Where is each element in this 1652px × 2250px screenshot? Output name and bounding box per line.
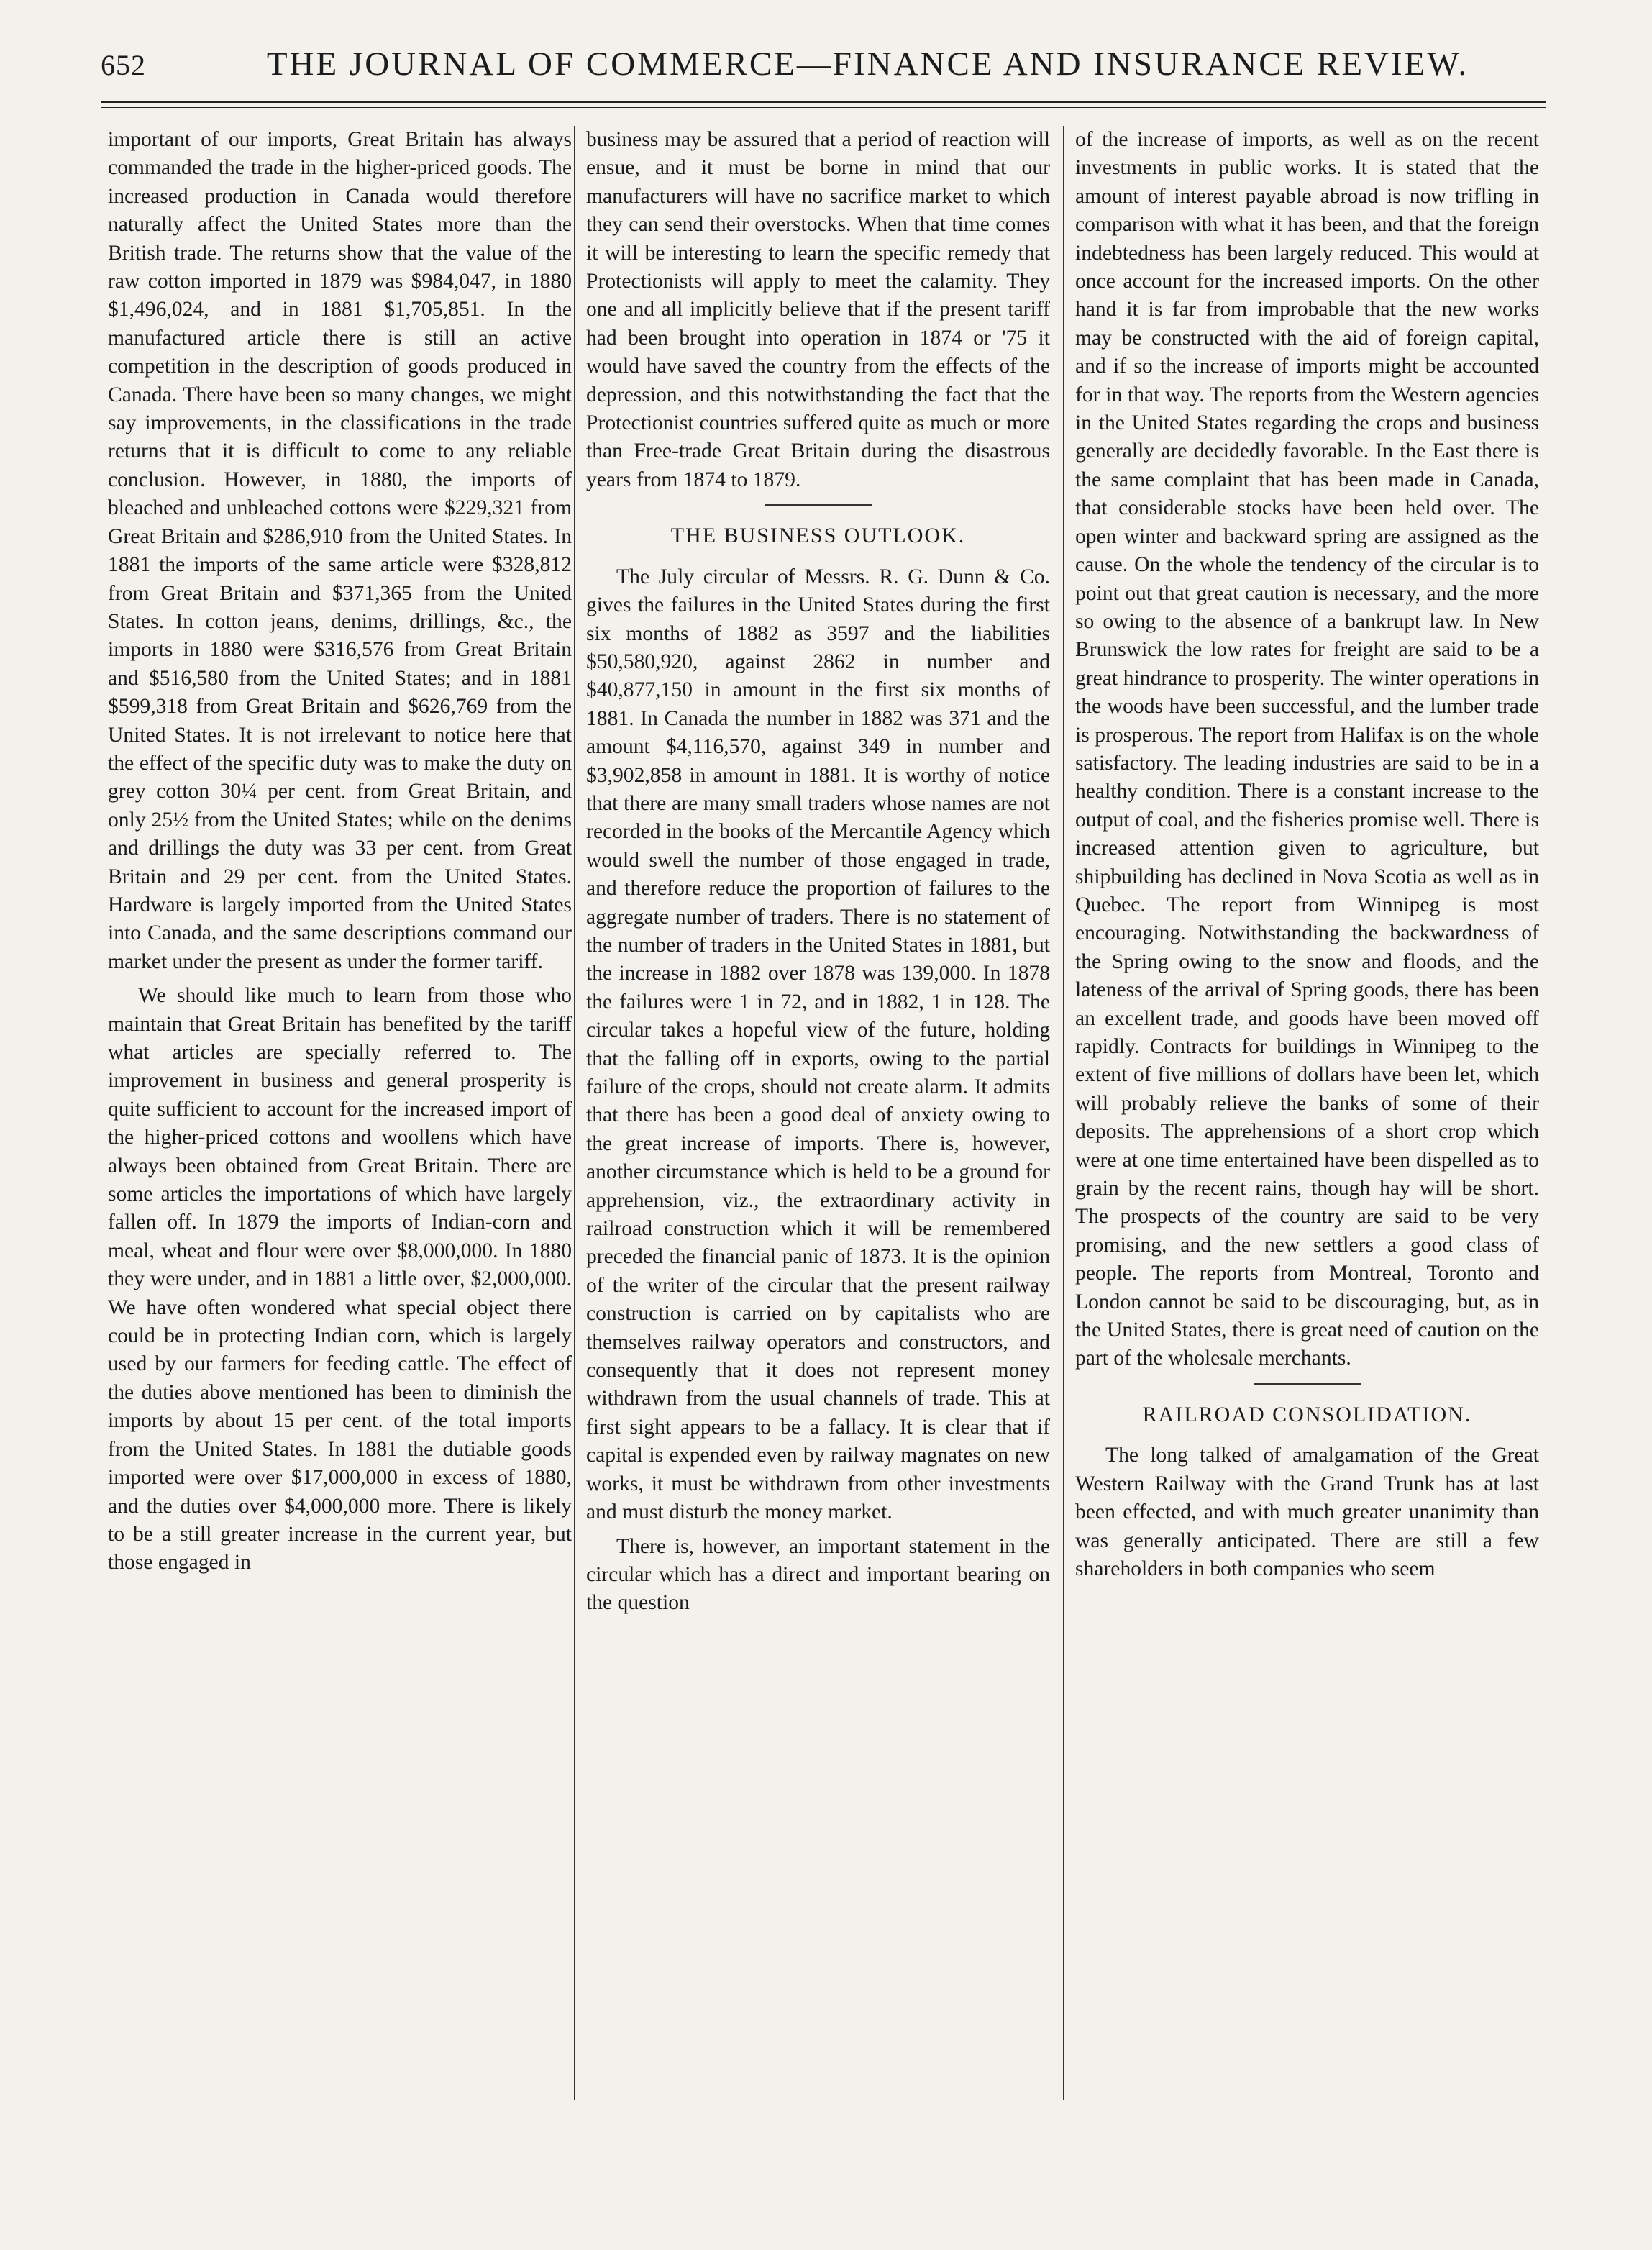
column-divider (1063, 126, 1064, 2100)
page-number: 652 (101, 49, 146, 81)
section-heading-business-outlook: THE BUSINESS OUTLOOK. (670, 524, 966, 548)
paragraph: The long talked of amalgamation of the Great Western Railway with the Grand Trunk has at last been effected, and with much greater unanimity than was generally anticipated. There are still a few shareholders in both companies who seem (1075, 1444, 1539, 1580)
column-1 (108, 126, 572, 1583)
section-heading-railroad-consolidation: RAILROAD CONSOLIDATION. (1142, 1402, 1472, 1426)
paragraph: of the increase of imports, as well as on the recent investments in public works. It is stated that the amount of interest payable abroad is now trifling in comparison with what it has been, and that the foreign indebtedness has been largely reduced. This would at once account for the increased imports. On the other hand it is far from improbable that the new works may be constructed with the aid of foreign capital, and if so the increase of imports might be accounted for in that way. The reports from the Western agencies in the United States regarding the crops and business generally are decidedly favorable. In the East there is the same complaint that has been made in Canada, that considerable stocks have been held over. The open winter and backward spring are assigned as the cause. On the whole the tendency of the circular is to point out that great caution is necessary, and the more so owing to the absence of a bankrupt law. In New Brunswick the low rates for freight are said to be a great hindrance to prosperity. The winter operations in the woods have been successful, and the lumber trade is prosperous. The report from Halifax is on the whole satisfactory. The leading industries are said to be in a healthy condition. There is a constant increase to the output of coal, and the fisheries promise well. There is increased attention given to agriculture, but shipbuilding has declined in Nova Scotia as well as in Quebec. The report from Winnipeg is most encouraging. Notwithstanding the backwardness of the Spring owing to the snow and floods, and the lateness of the arrival of Spring goods, there has been an excellent trade, and goods have been moved off rapidly. Contracts for buildings in Winnipeg to the extent of five millions of dollars have been let, which will probably relieve the banks of some of their deposits. The apprehensions of a short crop which were at one time entertained have been dispelled as to grain by the recent rains, though hay will be short. The prospects of the country are said to be very promising, and the new settlers a good class of people. The reports from Montreal, Toronto and London cannot be said to be discouraging, but, as in the United States, there is great need of caution on the part of the wholesale merchants. (1075, 128, 1539, 1370)
header-rule (101, 101, 1546, 108)
column-divider (574, 126, 575, 2100)
paragraph: The July circular of Messrs. R. G. Dunn & Co. gives the failures in the United States during the first six months of 1882 as 3597 and the liabilities $50,580,920, against 2862 in number and $40,877,150 in amount in the first six months of 1881. In Canada the number in 1882 was 371 and the amount $4,116,570, against 349 in number and $3,902,858 in amount in 1881. It is worthy of notice that there are many small traders whose names are not recorded in the books of the Mercantile Agency which would swell the number of those engaged in trade, and therefore reduce the proportion of failures to the aggregate number of traders. There is no statement of the number of traders in the United States in 1881, but the increase in 1882 over 1878 was 139,000. In 1878 the failures were 1 in 72, and in 1882, 1 in 128. The circular takes a hopeful view of the future, holding that the falling off in exports, owing to the partial failure of the crops, should not create alarm. It admits that there has been a good deal of anxiety owing to the great increase of imports. There is, however, another circumstance which is held to be a ground for apprehension, viz., the extraordinary activity in railroad construction which it will be remembered preceded the financial panic of 1873. It is the opinion of the writer of the circular that the present railway construction is carried on by capitalists who are themselves railway operators and constructors, and consequently that it does not represent money withdrawn from the usual channels of trade. This at first sight appears to be a fallacy. It is clear that if capital is expended even by railway magnates on new works, it must be withdrawn from other investments and must disturb the money market. (586, 565, 1050, 1524)
paragraph: business may be assured that a period of reaction will ensue, and it must be borne in mind that our manufacturers will have no sacrifice market to which they can send their overstocks. When that time comes it will be interesting to learn the specific remedy that Protectionists will apply to meet the calamity. They one and all implicitly believe that if the present tariff had been brought into operation in 1874 or '75 it would have saved the country from the effects of the depression, and this notwithstanding the fact that the Protectionist countries suffered quite as much or more than Free-trade Great Britain during the disastrous years from 1874 to 1879. (586, 128, 1050, 491)
running-head (101, 45, 1546, 95)
section-divider (1254, 1383, 1361, 1385)
column-3 (1075, 126, 1539, 1589)
journal-title: THE JOURNAL OF COMMERCE—FINANCE AND INSURANCE REVIEW. (266, 45, 1469, 83)
paragraph: important of our imports, Great Britain has always commanded the trade in the higher-priced goods. The increased production in Canada would therefore naturally affect the United States more than the British trade. The returns show that the value of the raw cotton imported in 1879 was $984,047, in 1880 $1,496,024, and in 1881 $1,705,851. In the manufactured article there is still an active competition in the description of goods produced in Canada. There have been so many changes, we might say improvements, in the classifications in the trade returns that it is difficult to come to any reliable conclusion. However, in 1880, the imports of bleached and unbleached cottons were $229,321 from Great Britain and $286,910 from the United States. In 1881 the imports of the same article were $328,812 from Great Britain and $371,365 from the United States. In cotton jeans, denims, drillings, &c., the imports in 1880 were $316,576 from Great Britain and $516,580 from the United States; and in 1881 $599,318 from Great Britain and $626,769 from the United States. It is not irrelevant to notice here that the effect of the specific duty was to make the duty on grey cotton 30¼ per cent. from Great Britain, and only 25½ from the United States; while on the denims and drillings the duty was 33 per cent. from Great Britain and 29 per cent. from the United States. Hardware is largely imported from the United States into Canada, and the same descriptions command our market under the present as under the former tariff. (108, 128, 572, 973)
paragraph: There is, however, an important statement in the circular which has a direct and important bearing on the question (586, 1534, 1050, 1615)
column-2 (586, 126, 1050, 1623)
section-divider (765, 504, 872, 506)
paragraph: We should like much to learn from those who maintain that Great Britain has benefited by the tariff what articles are specially referred to. The improvement in business and general prosperity is quite sufficient to account for the increased import of the higher-priced cottons and woollens which have always been obtained from Great Britain. There are some articles the importations of which have largely fallen off. In 1879 the imports of Indian-corn and meal, wheat and flour were over $8,000,000. In 1880 they were under, and in 1881 a little over, $2,000,000. We have often wondered what special object there could be in protecting Indian corn, which is largely used by our farmers for feeding cattle. The effect of the duties above mentioned has been to diminish the imports by about 15 per cent. of the total imports from the United States. In 1881 the dutiable goods imported were over $17,000,000 in excess of 1880, and the duties over $4,000,000 more. There is likely to be a still greater increase in the current year, but those engaged in (108, 984, 572, 1575)
